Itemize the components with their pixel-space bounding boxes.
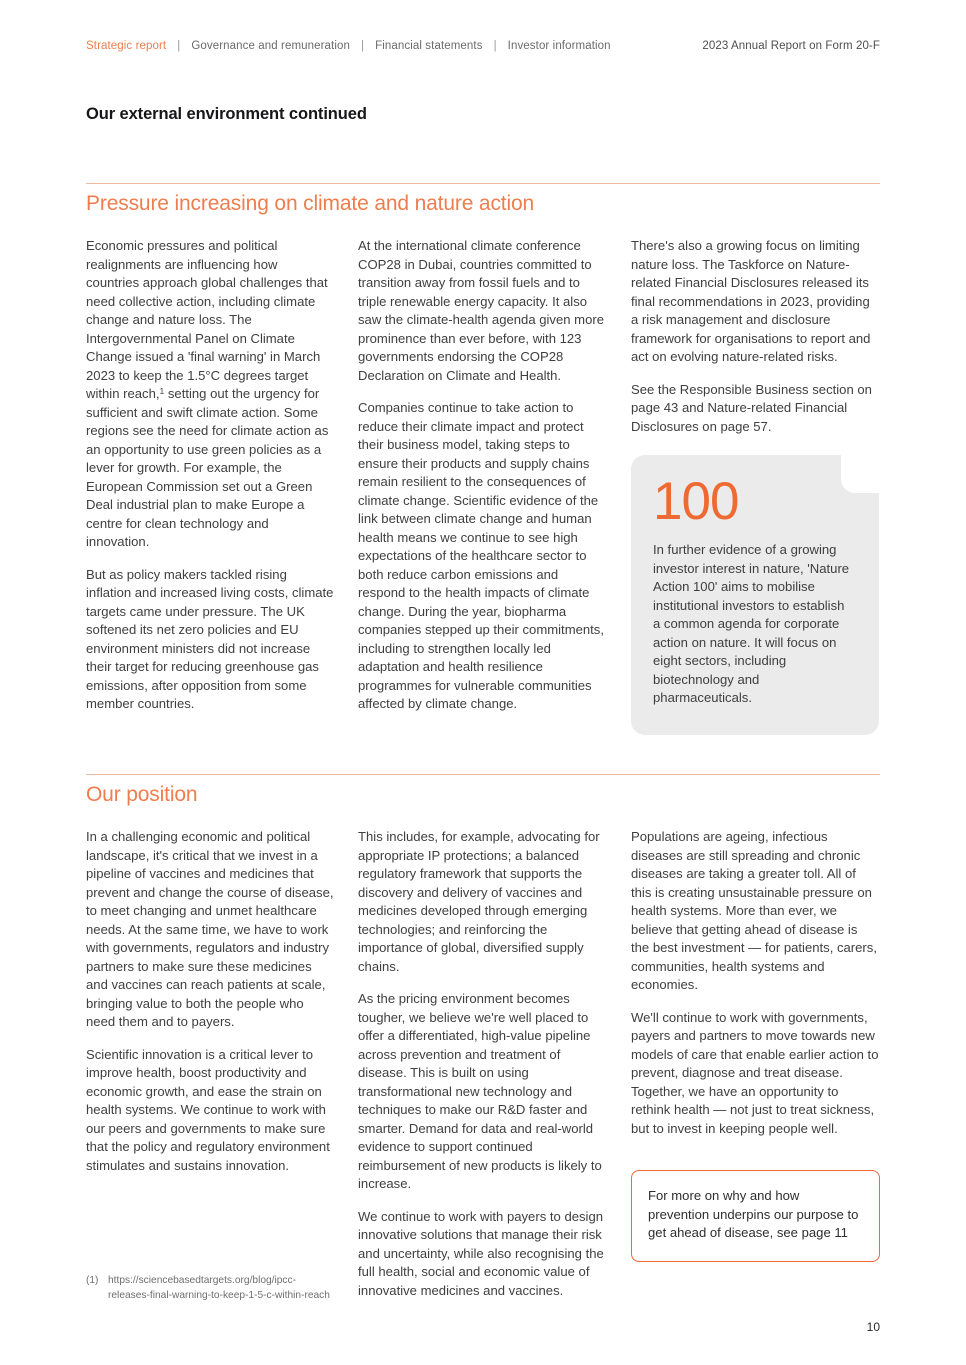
nav-item-strategic-report[interactable]: Strategic report <box>86 40 167 52</box>
paragraph: This includes, for example, advocating for appropriate IP protections; a balanced regulatory framework that supports the discovery and delivery of vaccines and medicines developed through emerging technologies; and reinforcing the importance of global, diversified supply chains. <box>358 829 600 974</box>
stat-callout-nature-action-100 <box>631 455 879 735</box>
section-heading-climate: Pressure increasing on climate and nature action <box>86 192 535 215</box>
stat-description: In further evidence of a growing investor interest in nature, 'Nature Action 100' aims to mobilise institutional investors to establish a common agenda for corporate action on nature. It will focus on eight sectors, including biotechnology and pharmaceuticals. <box>653 542 850 705</box>
section-navigation <box>86 40 611 52</box>
position-column-2 <box>358 828 606 1300</box>
position-column-3 <box>631 828 879 1138</box>
footnote-reference[interactable]: 1 <box>159 386 165 397</box>
cross-reference-text: For more on why and how prevention underpins our purpose to get ahead of disease, see page 11 <box>648 1188 859 1240</box>
paragraph: At the international climate conference COP28 in Dubai, countries committed to transition away from fossil fuels and to triple renewable energy capacity. It also saw the climate-health agenda given more prominence than ever before, with 123 governments endorsing the COP28 Declaration on Climate and Health. <box>358 238 605 383</box>
paragraph: We'll continue to work with governments, payers and partners to move towards new models of care that enable earlier action to prevent, diagnose and treat disease. Together, we have an opportunity to rethink health — not just to treat sickness, but to invest in keeping people well. <box>631 1009 879 1136</box>
cross-reference-box[interactable] <box>631 1170 880 1262</box>
paragraph: Populations are ageing, infectious diseases are still spreading and chronic diseases are taking a greater toll. All of this is creating unsustainable pressure on health systems. More than ever, we believe that getting ahead of disease is the best investment — for patients, carers, communities, health systems and economies. <box>631 829 877 992</box>
paragraph-text-rest: urgency for sufficient and swift climate action. Some regions see the need for climate action as an opportunity to use green policies as a lever for growth. For example, the European Commission set out a Green Deal industrial plan to make Europe a centre for clean technology and innovation. <box>86 386 329 549</box>
paragraph: As the pricing environment becomes tougher, we believe we're well placed to offer a differentiated, high-value pipeline across prevention and treatment of disease. This is built on using transformational new technology and techniques to make our R&D faster and smarter. Demand for data and real-world evidence to support continued reimbursement of new products is likely to increase. <box>358 991 602 1191</box>
nav-separator: | <box>177 40 181 52</box>
nav-item-governance-and-remuneration[interactable]: Governance and remuneration <box>191 40 350 52</box>
footnote <box>86 1274 336 1303</box>
nav-separator: | <box>493 40 497 52</box>
paragraph-text: Economic pressures and political realignments are influencing how countries approach global challenges that need collective action, including climate change and nature loss. The Intergovernmental Panel on Climate Change issued a 'final warning' in March 2023 to keep the 1.5°C degrees target within reach, <box>86 238 328 401</box>
climate-column-3 <box>631 237 879 436</box>
page-header <box>86 40 880 52</box>
paragraph: There's also a growing focus on limiting nature loss. The Taskforce on Nature-related Financial Disclosures released its final recommendations in 2023, providing a risk management and disclosure framework for organisations to report and act on evolving nature-related risks. <box>631 238 871 364</box>
footnote-marker: (1) <box>86 1275 99 1286</box>
paragraph: Scientific innovation is a critical lever to improve health, boost productivity and economic growth, and ease the strain on health systems. We continue to work with our peers and governments to make sure that the policy and regulatory environment stimulates and sustains innovation. <box>86 1046 330 1173</box>
paragraph: In a challenging economic and political landscape, it's critical that we invest in a pipeline of vaccines and medicines that prevent and change the course of disease, to meet changing and unmet healthcare needs. At the same time, we have to work with governments, regulators and industry partners to make sure these medicines and vaccines can reach patients at scale, bringing value to both the people who need them and to payers. <box>86 829 334 1029</box>
climate-column-2 <box>358 237 606 714</box>
section-divider-our-position <box>86 774 880 775</box>
report-title-label: 2023 Annual Report on Form 20-F <box>702 40 880 52</box>
section-heading-our-position: Our position <box>86 783 198 806</box>
paragraph: Companies continue to take action to reduce their climate impact and protect their business model, taking steps to ensure their products and supply chains remain resilient to the consequences of climate change. Scientific evidence of the link between climate change and human health means we continue to see high expectations of the healthcare sector to both reduce carbon emissions and respond to the health impacts of climate change. During the year, biopharma companies stepped up their commitments, including to strengthen locally led adaptation and health resilience programmes for vulnerable communities affected by climate change. <box>358 400 604 711</box>
paragraph: See the Responsible Business section on page 43 and Nature-related Financial Disclosures on page 57. <box>631 381 872 434</box>
nav-item-investor-information[interactable]: Investor information <box>507 40 611 52</box>
position-column-1 <box>86 828 334 1175</box>
page-number: 10 <box>866 1320 880 1334</box>
section-divider-climate <box>86 183 880 184</box>
climate-column-1 <box>86 237 334 714</box>
paragraph <box>86 237 334 552</box>
paragraph-text-continued: setting out the <box>164 386 254 401</box>
page-title: Our external environment continued <box>86 105 367 123</box>
footnote-url[interactable]: https://sciencebasedtargets.org/blog/ipcc-releases-final-warning-to-keep-1-5-c-within-reach <box>108 1275 330 1301</box>
paragraph: But as policy makers tackled rising inflation and increased living costs, climate targets came under pressure. The UK softened its net zero policies and EU environment ministers did not increase their target for reducing greenhouse gas emissions, after opposition from some member countries. <box>86 566 334 711</box>
nav-separator: | <box>361 40 365 52</box>
nav-item-financial-statements[interactable]: Financial statements <box>375 40 483 52</box>
paragraph: We continue to work with payers to design innovative solutions that manage their risk and uncertainty, while also recognising the full health, social and economic value of innovative medicines and vaccines. <box>358 1208 604 1298</box>
stat-number: 100 <box>653 472 739 531</box>
